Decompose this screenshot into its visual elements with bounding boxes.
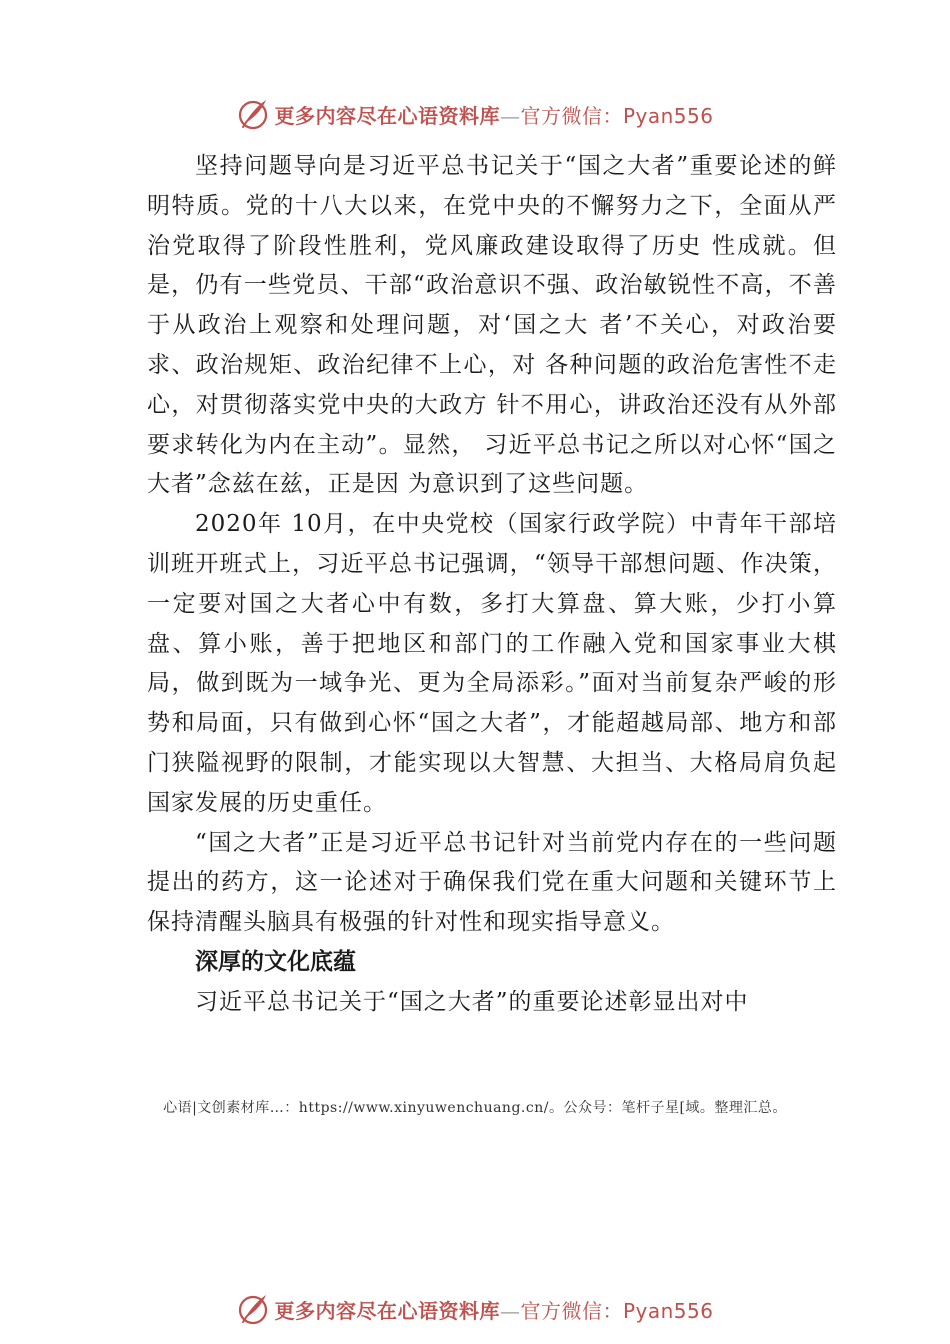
banner-wechat-text: 官方微信：Pyan556 — [520, 1298, 714, 1323]
quill-pen-logo-icon — [236, 97, 270, 131]
source-footnote: 心语|文创素材库…：https://www.xinyuwenchuang.cn/。公众号：笔杆子星[域。整理汇总。 — [163, 1100, 787, 1116]
banner-separator: — — [499, 103, 521, 128]
section-heading: 深厚的文化底蕴 — [195, 948, 356, 975]
paragraph-3: “国之大者”正是习近平总书记针对当前党内存在的一些问题提出的药方，这一论述对于确保我们党在重大问题和关键环节上保持清醒头脑具有极强的针对性和现实指导意义。 — [147, 829, 837, 936]
quill-pen-logo-icon — [236, 1292, 270, 1326]
banner-main-text: 更多内容尽在心语资料库 — [274, 1298, 500, 1323]
header-banner — [0, 94, 950, 134]
banner-main-text: 更多内容尽在心语资料库 — [274, 103, 500, 128]
paragraph-4-start: 习近平总书记关于“国之大者”的重要论述彰显出对中 — [195, 988, 749, 1015]
banner-title — [274, 100, 713, 129]
document-body — [147, 147, 837, 1023]
paragraph-2: 2020年 10月，在中央党校（国家行政学院）中青年干部培训班开班式上，习近平总书记强调，“领导干部想问题、作决策，一定要对国之大者心中有数，多打大算盘、算大账，少打小算盘、算小账，善于把地区和部门的工作融入党和国家事业大棋局，做到既为一域争光、更为全局添彩。”面对当前复杂严峻的形势和局面，只有做到心怀“国之大者”，才能超越局部、地方和部门狭隘视野的限制，才能实现以大智慧、大担当、大格局肩负起国家发展的历史重任。 — [147, 511, 837, 816]
paragraph-1: 坚持问题导向是习近平总书记关于“国之大者”重要论述的鲜明特质。党的十八大以来，在党中央的不懈努力之下，全面从严治党取得了阶段性胜利，党风廉政建设取得了历史 性成就。但是，仍有一些党员、干部“政治意识不强、政治敏锐性不高，不善于从政治上观察和处理问题，对‘国之大 者’不关心，对政治要求、政治规矩、政治纪律不上心，对 各种问题的政治危害性不走心，对贯彻落实党中央的大政方 针不用心，讲政治还没有从外部要求转化为内在主动”。显然， 习近平总书记之所以对心怀“国之大者”念兹在兹，正是因 为意识到了这些问题。 — [147, 153, 837, 498]
banner-wechat-text: 官方微信：Pyan556 — [520, 103, 714, 128]
banner-separator: — — [499, 1298, 521, 1323]
footer-banner — [0, 1289, 950, 1329]
banner-title — [274, 1295, 713, 1324]
